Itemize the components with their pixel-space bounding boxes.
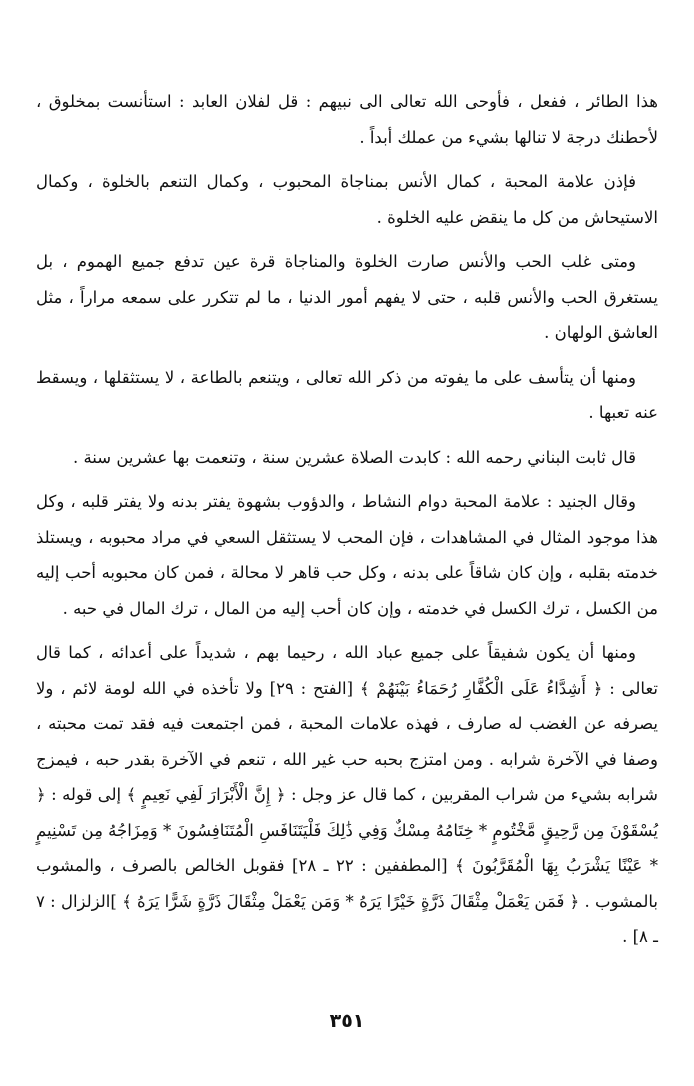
paragraph-4: ومنها أن يتأسف على ما يفوته من ذكر الله تعالى ، ويتنعم بالطاعة ، لا يستثقلها ، ويسقط عنه تعبها .	[36, 367, 658, 422]
paragraph-7: ومنها أن يكون شفيقاً على جميع عباد الله ، رحيما بهم ، شديداً على أعدائه ، كما قال تعالى : ﴿ أَشِدَّاءُ عَلَى الْكُفَّارِ رُحَمَاءُ بَيْنَهُمْ ﴾ [الفتح : ٢٩] ولا تأخذه في الله لومة لائم ، ولا يصرفه عن الغضب له صارف ، فهذه علامات المحبة ، فمن اجتمعت فيه فقد تمت محبته ، وصفا في الآخرة شرابه . ومن امتزج بحبه حب غير الله ، تنعم في الآخرة بقدر حبه ، فيمزج شرابه بشيء من شراب المقربين ، كما قال عز وجل : ﴿ إِنَّ الْأَبْرَارَ لَفِي نَعِيمٍ ﴾ إلى قوله : ﴿ يُسْقَوْنَ مِن رَّحِيقٍ مَّخْتُومٍ * خِتَامُهُ مِسْكٌ وَفِي ذَٰلِكَ فَلْيَتَنَافَسِ الْمُتَنَافِسُونَ * وَمِزَاجُهُ مِن تَسْنِيمٍ * عَيْنًا يَشْرَبُ بِهَا الْمُقَرَّبُونَ ﴾ [المطففين : ٢٢ ـ ٢٨] فقوبل الخالص بالصرف ، والمشوب بالمشوب . ﴿ فَمَن يَعْمَلْ مِثْقَالَ ذَرَّةٍ خَيْرًا يَرَهُ * وَمَن يَعْمَلْ مِثْقَالَ ذَرَّةٍ شَرًّا يَرَهُ ﴾ ]الزلزال : ٧ ـ ٨] .	[36, 643, 658, 946]
paragraph-2: فإذن علامة المحبة ، كمال الأنس بمناجاة المحبوب ، وكمال التنعم بالخلوة ، وكمال الاستيحاش من كل ما ينقض عليه الخلوة .	[36, 172, 658, 227]
paragraph-6: وقال الجنيد : علامة المحبة دوام النشاط ، والدؤوب بشهوة يفتر بدنه ولا يفتر قلبه ، وكل هذا موجود المثال في المشاهدات ، فإن المحب لا يستثقل السعي في مراد محبوبه ، ويستلذ خدمته بقلبه ، وإن كان شاقاً على بدنه ، وكل حب قاهر لا محالة ، فمن كان محبوبه أحب إليه من الكسل ، ترك الكسل في خدمته ، وإن كان أحب إليه من المال ، ترك المال في حبه .	[36, 492, 658, 618]
paragraph-3: ومتى غلب الحب والأنس صارت الخلوة والمناجاة قرة عين تدفع جميع الهموم ، بل يستغرق الحب والأنس قلبه ، حتى لا يفهم أمور الدنيا ، ما لم تتكرر على سمعه مراراً ، مثل العاشق الولهان .	[36, 252, 658, 342]
page-number: ٣٥١	[329, 1010, 365, 1032]
page-body	[36, 84, 658, 964]
paragraph-5: قال ثابت البناني رحمه الله : كابدت الصلاة عشرين سنة ، وتنعمت بها عشرين سنة .	[72, 447, 636, 467]
paragraph-1: هذا الطائر ، ففعل ، فأوحى الله تعالى الى نبيهم : قل لفلان العابد : استأنست بمخلوق ، لأحطنك درجة لا تنالها بشيء من عملك أبداً .	[36, 92, 658, 147]
